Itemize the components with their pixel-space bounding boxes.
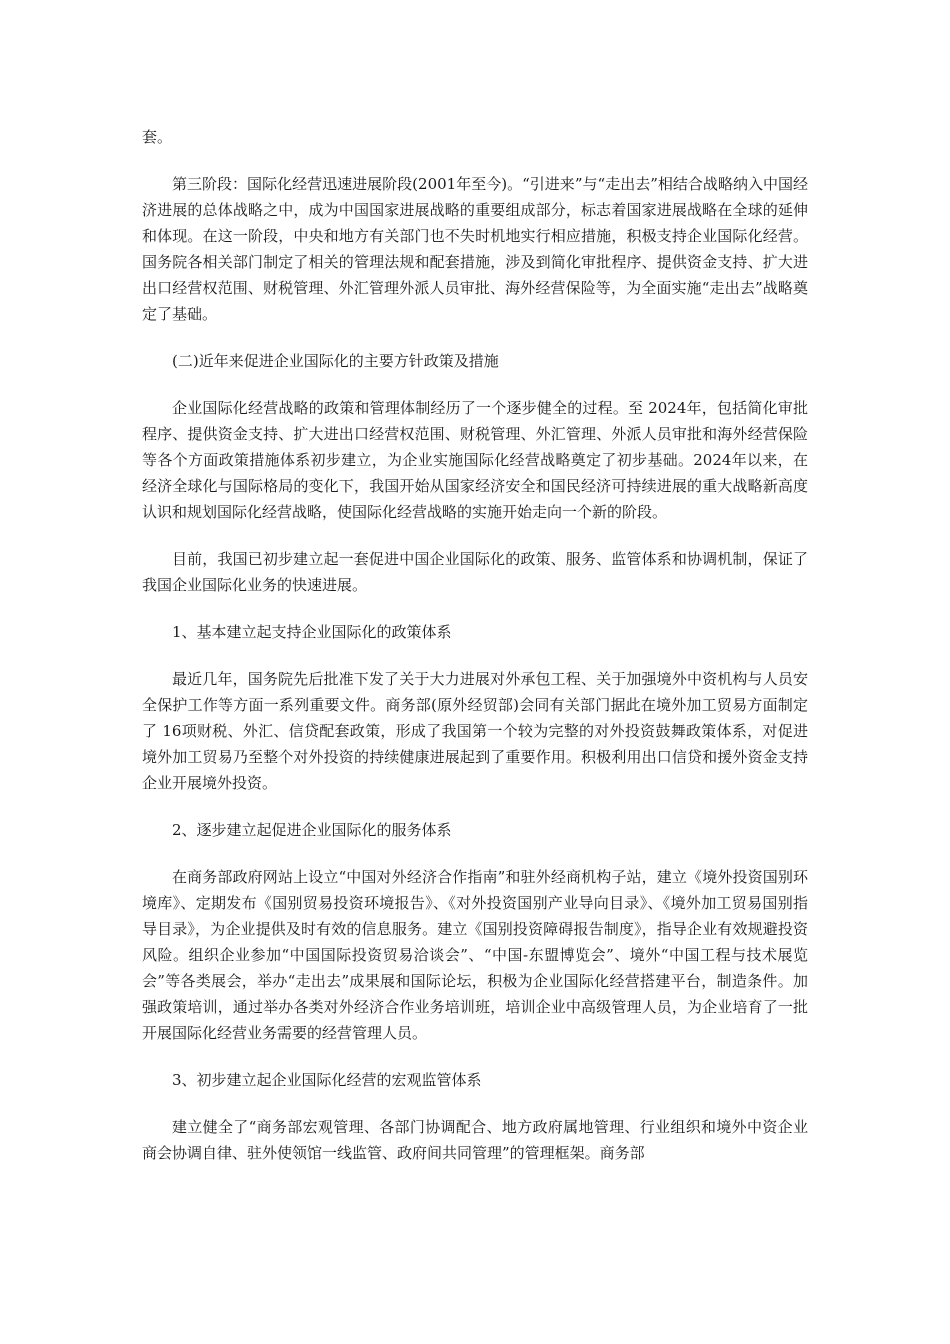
document-body [142,124,808,1187]
subsection-heading: 2、逐步建立起促进企业国际化的服务体系 [172,821,452,839]
body-paragraph: 建立健全了“商务部宏观管理、各部门协调配合、地方政府属地管理、行业组织和境外中资企业商会协调自律、驻外使领馆一线监管、政府间共同管理”的管理框架。商务部 [142,1118,808,1162]
continuation-paragraph: 套。 [142,128,173,146]
subsection-heading: 3、初步建立起企业国际化经营的宏观监管体系 [172,1071,482,1089]
body-paragraph: 目前，我国已初步建立起一套促进中国企业国际化的政策、服务、监管体系和协调机制，保证了我国企业国际化业务的快速进展。 [142,550,808,594]
subsection-heading: 1、基本建立起支持企业国际化的政策体系 [172,623,452,641]
body-paragraph: 第三阶段：国际化经营迅速进展阶段(2001年至今)。“引进来”与“走出去”相结合战略纳入中国经济进展的总体战略之中，成为中国国家进展战略的重要组成部分，标志着国家进展战略在全球的延伸和体现。在这一阶段，中央和地方有关部门也不失时机地实行相应措施，积极支持企业国际化经营。国务院各相关部门制定了相关的管理法规和配套措施，涉及到简化审批程序、提供资金支持、扩大进出口经营权范围、财税管理、外汇管理外派人员审批、海外经营保险等，为全面实施“走出去”战略奠定了基础。 [142,175,808,323]
body-paragraph: 企业国际化经营战略的政策和管理体制经历了一个逐步健全的过程。至 2024年，包括简化审批程序、提供资金支持、扩大进出口经营权范围、财税管理、外汇管理、外派人员审批和海外经营保险等各个方面政策措施体系初步建立，为企业实施国际化经营战略奠定了初步基础。2024年以来，在经济全球化与国际格局的变化下，我国开始从国家经济安全和国民经济可持续进展的重大战略新高度认识和规划国际化经营战略，使国际化经营战略的实施开始走向一个新的阶段。 [142,399,808,521]
body-paragraph: 最近几年，国务院先后批准下发了关于大力进展对外承包工程、关于加强境外中资机构与人员安全保护工作等方面一系列重要文件。商务部(原外经贸部)会同有关部门据此在境外加工贸易方面制定了 16项财税、外汇、信贷配套政策，形成了我国第一个较为完整的对外投资鼓舞政策体系，对促进境外加工贸易乃至整个对外投资的持续健康进展起到了重要作用。积极利用出口信贷和援外资金支持企业开展境外投资。 [142,670,808,792]
section-heading: (二)近年来促进企业国际化的主要方针政策及措施 [172,352,499,370]
body-paragraph: 在商务部政府网站上设立“中国对外经济合作指南”和驻外经商机构子站，建立《境外投资国别环境库》、定期发布《国别贸易投资环境报告》、《对外投资国别产业导向目录》、《境外加工贸易国别指导目录》，为企业提供及时有效的信息服务。建立《国别投资障碍报告制度》，指导企业有效规避投资风险。组织企业参加“中国国际投资贸易洽谈会”、“中国-东盟博览会”、境外“中国工程与技术展览会”等各类展会，举办“走出去”成果展和国际论坛，积极为企业国际化经营搭建平台，制造条件。加强政策培训，通过举办各类对外经济合作业务培训班，培训企业中高级管理人员，为企业培育了一批开展国际化经营业务需要的经营管理人员。 [142,868,808,1042]
